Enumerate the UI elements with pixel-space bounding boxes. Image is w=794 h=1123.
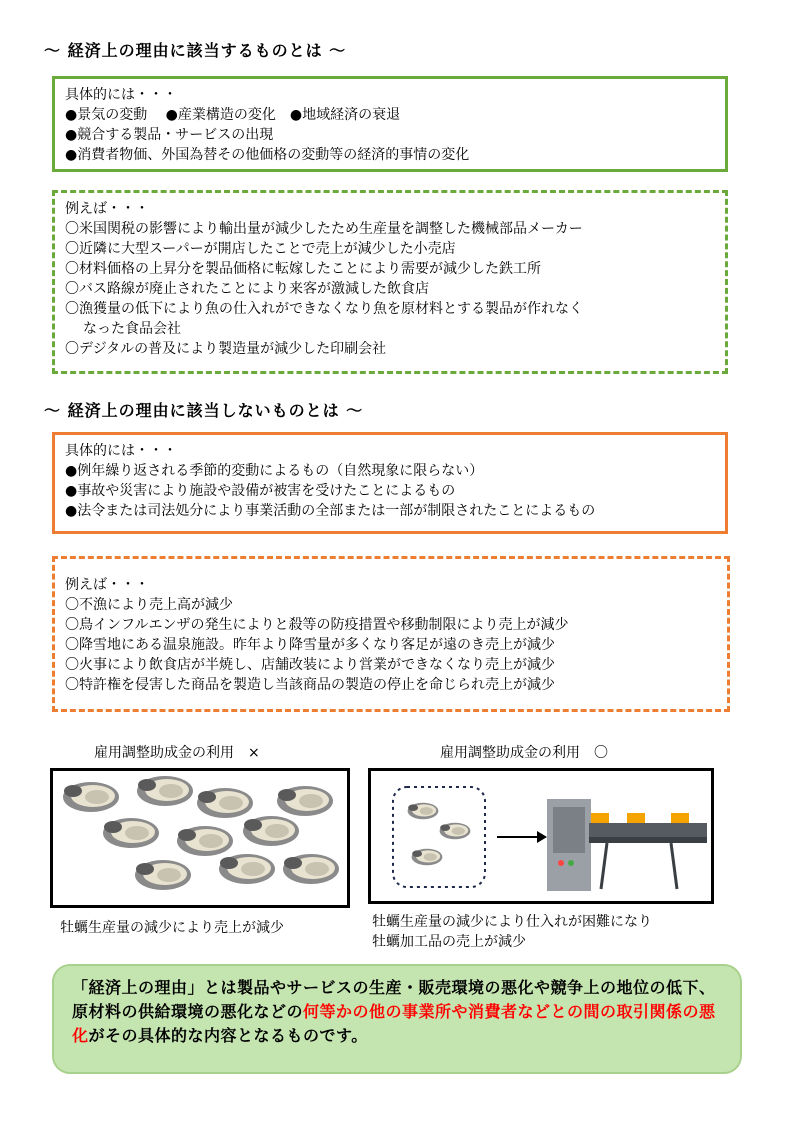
box-line: ●法令または司法処分により事業活動の全部または一部が制限されたことによるもの — [65, 503, 596, 519]
example-line: 〇バス路線が廃止されたことにより来客が激減した飲食店 — [65, 281, 429, 297]
non-economic-reasons-box — [52, 432, 728, 534]
oysters-image — [53, 771, 347, 905]
example-line: 〇材料価格の上昇分を製品価格に転嫁したことにより需要が減少した鉄工所 — [65, 261, 541, 277]
summary-box — [52, 964, 742, 1074]
example-line: 〇降雪地にある温泉施設。昨年より降雪量が多くなり客足が遠のき売上が減少 — [65, 637, 555, 653]
box-intro: 例えば・・・ — [65, 201, 149, 217]
box-intro: 具体的には・・・ — [65, 443, 177, 459]
box-intro: 具体的には・・・ — [65, 87, 177, 103]
example-line: 〇米国関税の影響により輸出量が減少したため生産量を調整した機械部品メーカー — [65, 221, 583, 237]
economic-reasons-box — [52, 76, 728, 172]
box-line: ●競合する製品・サービスの出現 — [65, 127, 274, 143]
box-line: ●景気の変動 ●産業構造の変化 ●地域経済の衰退 — [65, 107, 401, 123]
left-caption: 牡蠣生産量の減少により売上が減少 — [60, 920, 284, 936]
economic-examples-box — [52, 190, 728, 374]
oyster-processing-illustration — [368, 768, 714, 904]
example-line: 〇火事により飲食店が半焼し、店舗改装により営業ができなくなり売上が減少 — [65, 657, 555, 673]
example-line: なった食品会社 — [83, 321, 181, 337]
summary-text: 「経済上の理由」とは製品やサービスの生産・販売環境の悪化や競争上の地位の低下、原材料の供給環境の悪化などの — [72, 978, 716, 1021]
right-caption-line: 牡蠣加工品の売上が減少 — [372, 934, 526, 950]
example-line: 〇鳥インフルエンザの発生によりと殺等の防疫措置や移動制限により売上が減少 — [65, 617, 569, 633]
summary-text-end: がその具体的な内容となるものです。 — [88, 1026, 368, 1045]
summary-highlight: 何等かの他の事業所や消費者などとの間の取引関係の悪化 — [72, 1002, 716, 1045]
non-economic-examples-box — [52, 556, 730, 712]
section2-heading: 〜 経済上の理由に該当しないものとは 〜 — [44, 401, 364, 420]
example-line: 〇特許権を侵害した商品を製造し当該商品の製造の停止を命じられ売上が減少 — [65, 677, 555, 693]
example-line: 〇デジタルの普及により製造量が減少した印刷会社 — [65, 341, 387, 357]
example-line: 〇近隣に大型スーパーが開店したことで売上が減少した小売店 — [65, 241, 456, 257]
box-intro: 例えば・・・ — [65, 577, 149, 593]
section1-heading: 〜 経済上の理由に該当するものとは 〜 — [44, 41, 347, 60]
right-illustration-label: 雇用調整助成金の利用 〇 — [440, 745, 608, 761]
example-line: 〇漁獲量の低下により魚の仕入れができなくなり魚を原材料とする製品が作れなく — [65, 301, 583, 317]
example-line: 〇不漁により売上高が減少 — [65, 597, 233, 613]
right-caption-line: 牡蠣生産量の減少により仕入れが困難になり — [372, 914, 652, 930]
right-caption — [372, 912, 652, 952]
left-illustration-label: 雇用調整助成金の利用 × — [94, 745, 260, 761]
box-line: ●例年繰り返される季節的変動によるもの（自然現象に限らない） — [65, 463, 484, 479]
box-line: ●消費者物価、外国為替その他価格の変動等の経済的事情の変化 — [65, 147, 470, 163]
oyster-illustration-left — [50, 768, 350, 908]
processing-image — [371, 771, 711, 901]
box-line: ●事故や災害により施設や設備が被害を受けたことによるもの — [65, 483, 456, 499]
